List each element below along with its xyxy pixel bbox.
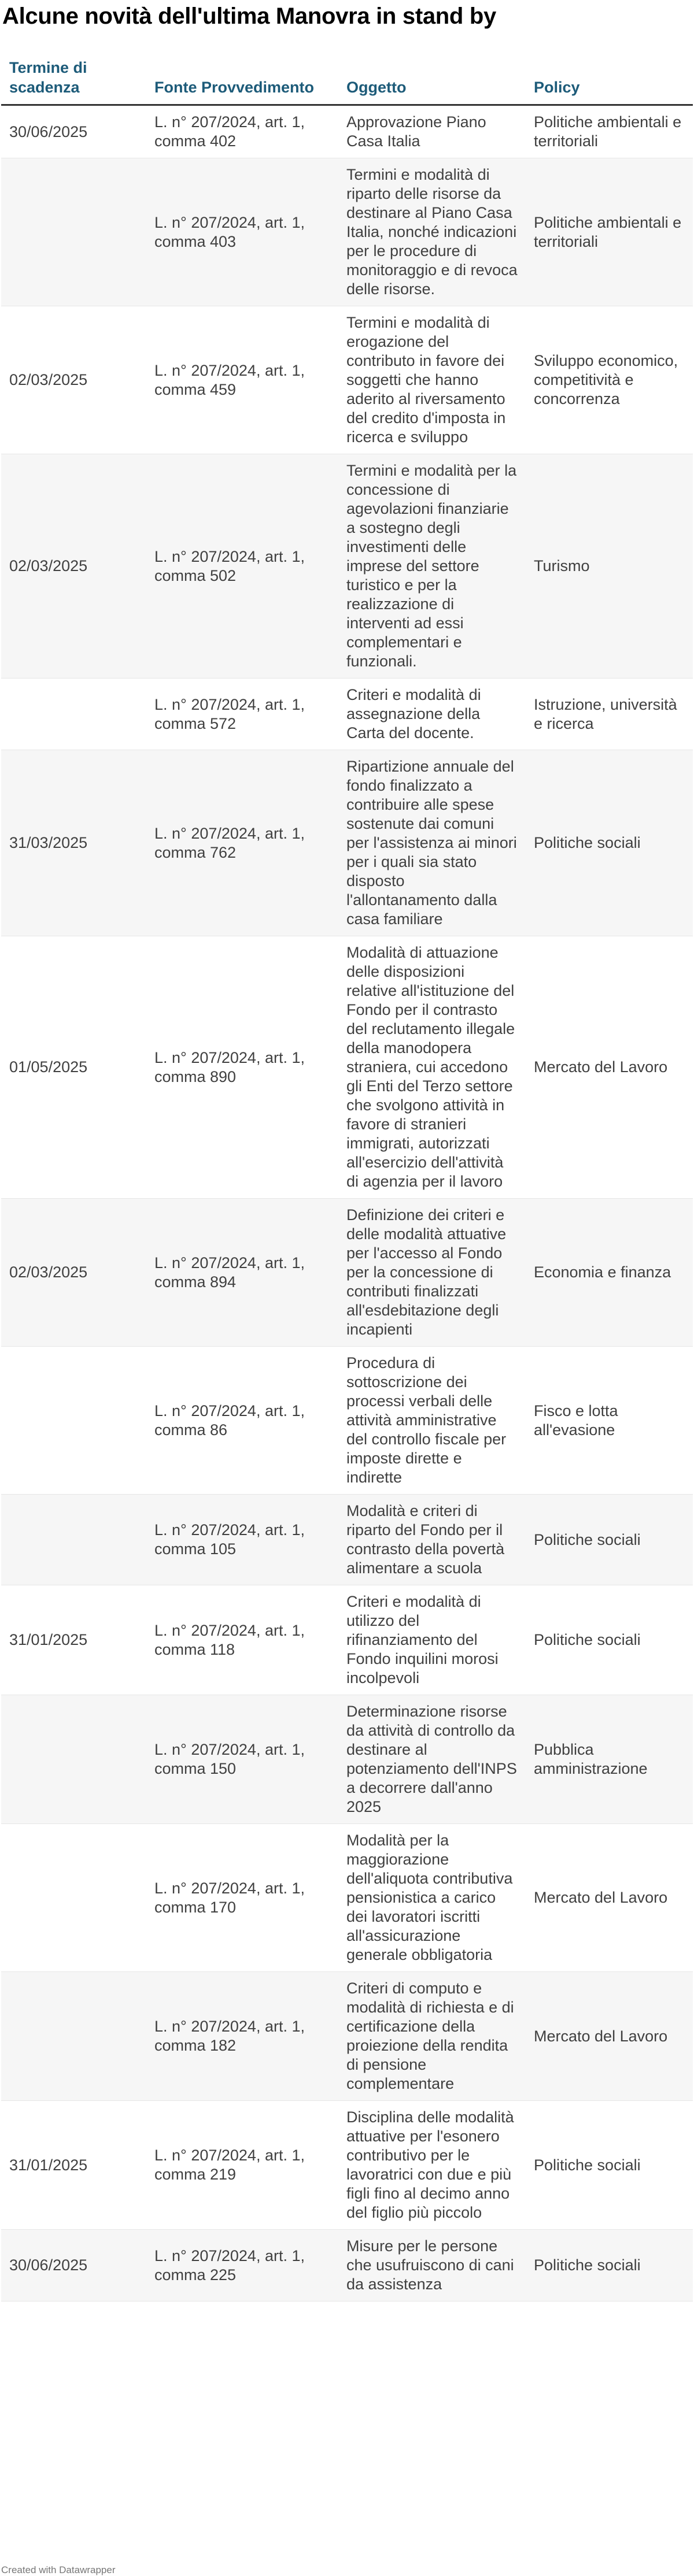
cell-termine [1, 1824, 146, 1972]
cell-oggetto: Approvazione Piano Casa Italia [338, 105, 526, 158]
cell-fonte: L. n° 207/2024, art. 1, comma 219 [146, 2101, 338, 2230]
cell-fonte: L. n° 207/2024, art. 1, comma 894 [146, 1199, 338, 1347]
cell-policy: Fisco e lotta all'evasione [526, 1347, 693, 1495]
cell-oggetto: Disciplina delle modalità attuative per l'esonero contributivo per le lavoratrici con due e più figli fino al decimo anno del figlio più piccolo [338, 2101, 526, 2230]
cell-oggetto: Determinazione risorse da attività di controllo da destinare al potenziamento dell'INPS a decorrere dall'anno 2025 [338, 1695, 526, 1824]
cell-oggetto: Termini e modalità di erogazione del contributo in favore dei soggetti che hanno aderito al riversamento del credito d'imposta in ricerca e sviluppo [338, 306, 526, 454]
cell-policy: Economia e finanza [526, 1199, 693, 1347]
cell-oggetto: Termini e modalità di riparto delle risorse da destinare al Piano Casa Italia, nonché indicazioni per le procedure di monitoraggio e di revoca delle risorse. [338, 158, 526, 306]
cell-fonte: L. n° 207/2024, art. 1, comma 86 [146, 1347, 338, 1495]
cell-fonte: L. n° 207/2024, art. 1, comma 150 [146, 1695, 338, 1824]
table-row [1, 679, 693, 750]
cell-policy: Politiche ambientali e territoriali [526, 158, 693, 306]
table-row [1, 105, 693, 158]
cell-fonte: L. n° 207/2024, art. 1, comma 572 [146, 679, 338, 750]
cell-fonte: L. n° 207/2024, art. 1, comma 402 [146, 105, 338, 158]
cell-policy: Istruzione, università e ricerca [526, 679, 693, 750]
table-row [1, 1495, 693, 1585]
table-row [1, 1972, 693, 2101]
column-header-policy[interactable]: Policy [526, 58, 693, 105]
cell-policy: Politiche sociali [526, 2101, 693, 2230]
cell-fonte: L. n° 207/2024, art. 1, comma 105 [146, 1495, 338, 1585]
cell-fonte: L. n° 207/2024, art. 1, comma 182 [146, 1972, 338, 2101]
cell-termine: 30/06/2025 [1, 105, 146, 158]
cell-policy: Politiche sociali [526, 1585, 693, 1695]
cell-policy: Politiche sociali [526, 2230, 693, 2301]
cell-policy: Politiche sociali [526, 1495, 693, 1585]
cell-termine: 02/03/2025 [1, 1199, 146, 1347]
cell-fonte: L. n° 207/2024, art. 1, comma 118 [146, 1585, 338, 1695]
cell-termine: 31/01/2025 [1, 2101, 146, 2230]
table-row [1, 158, 693, 306]
cell-oggetto: Termini e modalità per la concessione di agevolazioni finanziarie a sostegno degli investimenti delle imprese del settore turistico e per la realizzazione di interventi ad essi complementari e funzionali. [338, 454, 526, 679]
cell-termine: 01/05/2025 [1, 936, 146, 1199]
cell-oggetto: Criteri di computo e modalità di richiesta e di certificazione della proiezione della rendita di pensione complementare [338, 1972, 526, 2101]
cell-termine: 31/01/2025 [1, 1585, 146, 1695]
cell-oggetto: Modalità di attuazione delle disposizioni relative all'istituzione del Fondo per il contrasto del reclutamento illegale della manodopera straniera, cui accedono gli Enti del Terzo settore che svolgono attività in favore di stranieri immigrati, autorizzati all'esercizio dell'attività di agenzia per il lavoro [338, 936, 526, 1199]
table-row [1, 936, 693, 1199]
cell-oggetto: Modalità per la maggiorazione dell'aliquota contributiva pensionistica a carico dei lavoratori iscritti all'assicurazione generale obbligatoria [338, 1824, 526, 1972]
cell-policy: Mercato del Lavoro [526, 936, 693, 1199]
cell-termine [1, 1972, 146, 2101]
cell-termine: 30/06/2025 [1, 2230, 146, 2301]
table-row [1, 2230, 693, 2301]
cell-policy: Turismo [526, 454, 693, 679]
table-header-row [1, 58, 693, 105]
cell-termine: 02/03/2025 [1, 306, 146, 454]
table-row [1, 1347, 693, 1495]
cell-policy: Mercato del Lavoro [526, 1972, 693, 2101]
cell-termine [1, 1695, 146, 1824]
cell-fonte: L. n° 207/2024, art. 1, comma 890 [146, 936, 338, 1199]
table-row [1, 750, 693, 936]
footer-credit[interactable]: Created with Datawrapper [1, 2564, 116, 2575]
table-row [1, 454, 693, 679]
cell-fonte: L. n° 207/2024, art. 1, comma 170 [146, 1824, 338, 1972]
cell-oggetto: Definizione dei criteri e delle modalità attuative per l'accesso al Fondo per la concessione di contributi finalizzati all'esdebitazione degli incapienti [338, 1199, 526, 1347]
cell-oggetto: Criteri e modalità di utilizzo del rifinanziamento del Fondo inquilini morosi incolpevoli [338, 1585, 526, 1695]
cell-oggetto: Misure per le persone che usufruiscono di cani da assistenza [338, 2230, 526, 2301]
cell-policy: Mercato del Lavoro [526, 1824, 693, 1972]
cell-termine [1, 1495, 146, 1585]
cell-policy: Sviluppo economico, competitività e concorrenza [526, 306, 693, 454]
cell-fonte: L. n° 207/2024, art. 1, comma 502 [146, 454, 338, 679]
cell-termine: 02/03/2025 [1, 454, 146, 679]
table-row [1, 1199, 693, 1347]
cell-policy: Politiche ambientali e territoriali [526, 105, 693, 158]
table-row [1, 1695, 693, 1824]
cell-termine [1, 158, 146, 306]
table-row [1, 1585, 693, 1695]
table-row [1, 2101, 693, 2230]
cell-policy: Politiche sociali [526, 750, 693, 936]
cell-termine [1, 1347, 146, 1495]
cell-policy: Pubblica amministrazione [526, 1695, 693, 1824]
cell-termine: 31/03/2025 [1, 750, 146, 936]
cell-oggetto: Modalità e criteri di riparto del Fondo per il contrasto della povertà alimentare a scuola [338, 1495, 526, 1585]
cell-oggetto: Criteri e modalità di assegnazione della Carta del docente. [338, 679, 526, 750]
cell-fonte: L. n° 207/2024, art. 1, comma 403 [146, 158, 338, 306]
table-row [1, 1824, 693, 1972]
table-row [1, 306, 693, 454]
cell-termine [1, 679, 146, 750]
cell-oggetto: Ripartizione annuale del fondo finalizzato a contribuire alle spese sostenute dai comuni per l'assistenza ai minori per i quali sia stato disposto l'allontanamento dalla casa familiare [338, 750, 526, 936]
column-header-fonte[interactable]: Fonte Provvedimento [146, 58, 338, 105]
cell-oggetto: Procedura di sottoscrizione dei processi verbali delle attività amministrative del controllo fiscale per imposte dirette e indirette [338, 1347, 526, 1495]
column-header-oggetto[interactable]: Oggetto [338, 58, 526, 105]
cell-fonte: L. n° 207/2024, art. 1, comma 762 [146, 750, 338, 936]
cell-fonte: L. n° 207/2024, art. 1, comma 225 [146, 2230, 338, 2301]
data-table [1, 58, 693, 2301]
column-header-termine[interactable]: Termine di scadenza [1, 58, 146, 105]
cell-fonte: L. n° 207/2024, art. 1, comma 459 [146, 306, 338, 454]
page-title: Alcune novità dell'ultima Manovra in stand by [2, 3, 496, 29]
